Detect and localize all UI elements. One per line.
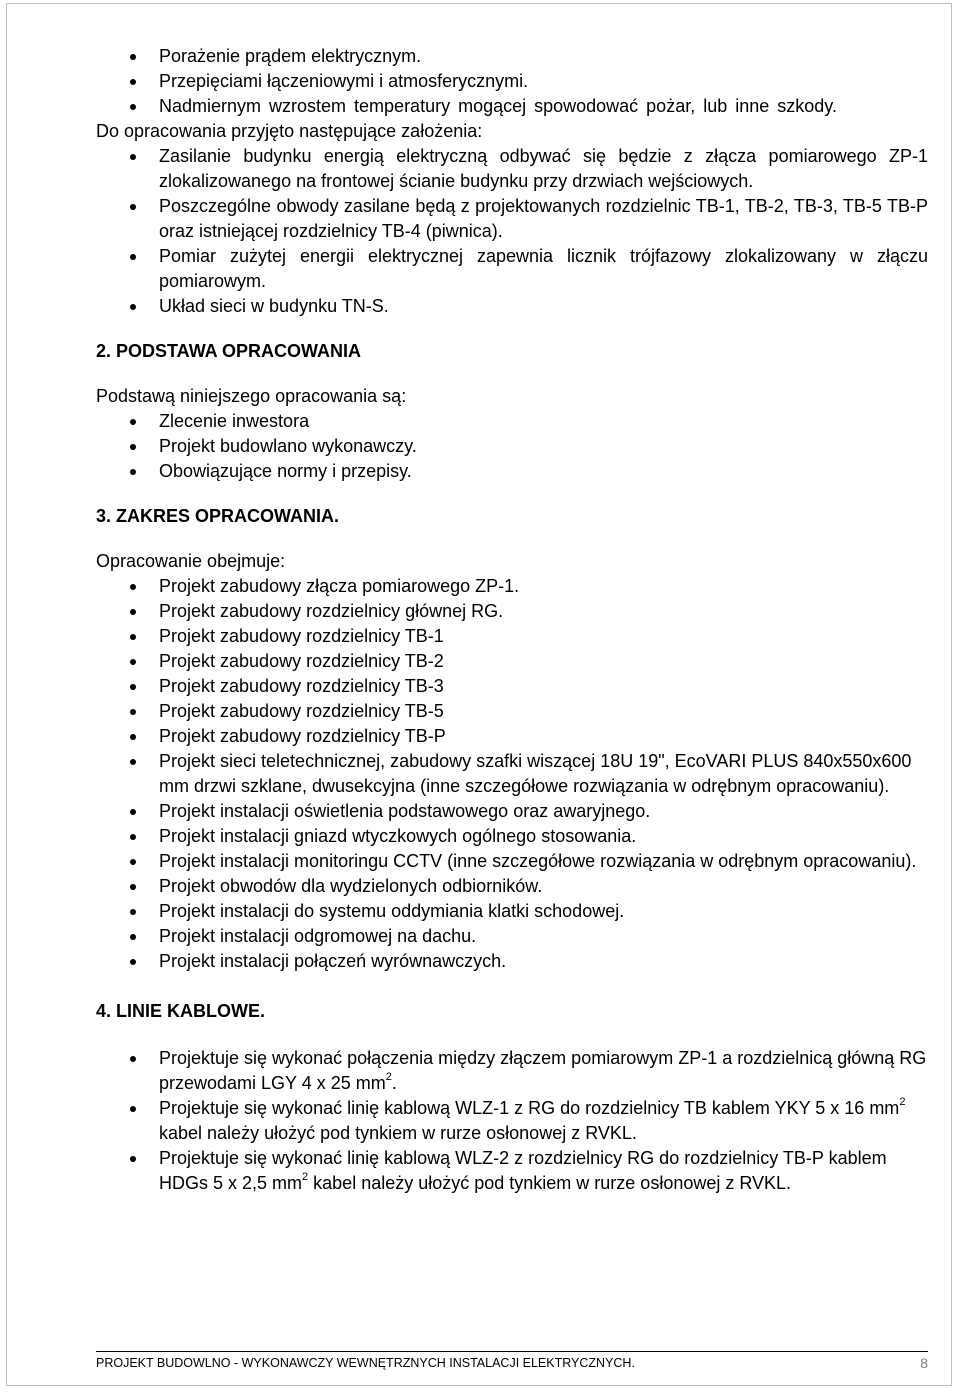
list-item: Projekt zabudowy rozdzielnicy TB-1 xyxy=(96,624,928,649)
list-item: Projektuje się wykonać linię kablową WLZ-2 z rozdzielnicy RG do rozdzielnicy TB-P kablem HDGs 5 x 2,5 $mm^2$ kabel należy ułożyć pod tynkiem w rurze osłonowej z RVKL. xyxy=(96,1146,928,1196)
list-item: Projektuje się wykonać linię kablową WLZ-1 z RG do rozdzielnicy TB kablem YKY 5 x 16 $mm^2$ kabel należy ułożyć pod tynkiem w rurze osłonowej z RVKL. xyxy=(96,1096,928,1146)
bullet-icon xyxy=(130,734,136,740)
section-3-title: 3. ZAKRES OPRACOWANIA. xyxy=(96,506,340,526)
list-item: Projekt instalacji do systemu oddymiania klatki schodowej. xyxy=(96,899,928,924)
section-2-intro: Podstawą niniejszego opracowania są: xyxy=(96,386,407,406)
list-item: Układ sieci w budynku TN-S. xyxy=(96,294,928,319)
list-item: Projekt budowlano wykonawczy. xyxy=(96,434,928,459)
bullet-icon xyxy=(130,54,136,60)
list-item: Nadmiernym wzrostem temperatury mogącej spowodować pożar, lub inne szkody. xyxy=(96,94,928,119)
section-2-list xyxy=(96,409,928,484)
bullet-icon xyxy=(130,934,136,940)
list-item: Projekt instalacji monitoringu CCTV (inne szczegółowe rozwiązania w odrębnym opracowaniu). xyxy=(96,849,928,874)
list-item: Przepięciami łączeniowymi i atmosferycznymi. xyxy=(96,69,928,94)
list-item: Projekt zabudowy złącza pomiarowego ZP-1. xyxy=(96,574,928,599)
list-item: Projekt instalacji gniazd wtyczkowych ogólnego stosowania. xyxy=(96,824,928,849)
bullet-icon xyxy=(130,709,136,715)
list-item: Obowiązujące normy i przepisy. xyxy=(96,459,928,484)
bullet-icon xyxy=(130,154,136,160)
bullet-icon xyxy=(130,204,136,210)
bullet-icon xyxy=(130,419,136,425)
bullet-icon xyxy=(130,1106,136,1112)
bullet-icon xyxy=(130,1156,136,1162)
intro-list xyxy=(96,44,928,119)
list-item: Poszczególne obwody zasilane będą z projektowanych rozdzielnic TB-1, TB-2, TB-3, TB-5 TB-P oraz istniejącej rozdzielnicy TB-4 (piwnica). xyxy=(96,194,928,244)
bullet-icon xyxy=(130,634,136,640)
section-3-intro: Opracowanie obejmuje: xyxy=(96,551,286,571)
assumptions-heading: Do opracowania przyjęto następujące założenia: xyxy=(96,121,483,141)
section-4-list xyxy=(96,1046,928,1196)
assumptions-list xyxy=(96,144,928,319)
bullet-icon xyxy=(130,104,136,110)
bullet-icon xyxy=(130,79,136,85)
section-3-list xyxy=(96,574,928,974)
list-item: Projektuje się wykonać połączenia między złączem pomiarowym ZP-1 a rozdzielnicą główną RG przewodami LGY 4 x 25 $mm^2$. xyxy=(96,1046,928,1096)
list-item: Projekt instalacji połączeń wyrównawczych. xyxy=(96,949,928,974)
list-item: Pomiar zużytej energii elektrycznej zapewnia licznik trójfazowy zlokalizowany w złączu pomiarowym. xyxy=(96,244,928,294)
document-body xyxy=(96,44,928,1196)
list-item: Projekt zabudowy rozdzielnicy głównej RG. xyxy=(96,599,928,624)
bullet-icon xyxy=(130,684,136,690)
page-number: 8 xyxy=(920,1355,928,1371)
bullet-icon xyxy=(130,469,136,475)
list-item: Projekt zabudowy rozdzielnicy TB-P xyxy=(96,724,928,749)
list-item: Zasilanie budynku energią elektryczną odbywać się będzie z złącza pomiarowego ZP-1 zlokalizowanego na frontowej ścianie budynku przy drzwiach wejściowych. xyxy=(96,144,928,194)
list-item: Projekt sieci teletechnicznej, zabudowy szafki wiszącej 18U 19", EcoVARI PLUS 840x550x600 mm drzwi szklane, dwusekcyjna (inne szczegółowe rozwiązania w odrębnym opracowaniu). xyxy=(96,749,928,799)
bullet-icon xyxy=(130,959,136,965)
bullet-icon xyxy=(130,659,136,665)
bullet-icon xyxy=(130,909,136,915)
footer-text: PROJEKT BUDOWLNO - WYKONAWCZY WEWNĘTRZNYCH INSTALACJI ELEKTRYCZNYCH. xyxy=(96,1356,635,1370)
section-2-title: 2. PODSTAWA OPRACOWANIA xyxy=(96,341,362,361)
bullet-icon xyxy=(130,254,136,260)
list-item: Projekt instalacji oświetlenia podstawowego oraz awaryjnego. xyxy=(96,799,928,824)
list-item: Projekt obwodów dla wydzielonych odbiorników. xyxy=(96,874,928,899)
bullet-icon xyxy=(130,444,136,450)
section-4-title: 4. LINIE KABLOWE. xyxy=(96,1001,266,1021)
list-item: Projekt zabudowy rozdzielnicy TB-3 xyxy=(96,674,928,699)
bullet-icon xyxy=(130,584,136,590)
bullet-icon xyxy=(130,1056,136,1062)
bullet-icon xyxy=(130,859,136,865)
list-item: Zlecenie inwestora xyxy=(96,409,928,434)
list-item: Porażenie prądem elektrycznym. xyxy=(96,44,928,69)
bullet-icon xyxy=(130,809,136,815)
list-item: Projekt instalacji odgromowej na dachu. xyxy=(96,924,928,949)
list-item: Projekt zabudowy rozdzielnicy TB-5 xyxy=(96,699,928,724)
bullet-icon xyxy=(130,609,136,615)
bullet-icon xyxy=(130,304,136,310)
page-footer xyxy=(96,1351,928,1374)
bullet-icon xyxy=(130,759,136,765)
list-item: Projekt zabudowy rozdzielnicy TB-2 xyxy=(96,649,928,674)
bullet-icon xyxy=(130,834,136,840)
bullet-icon xyxy=(130,884,136,890)
